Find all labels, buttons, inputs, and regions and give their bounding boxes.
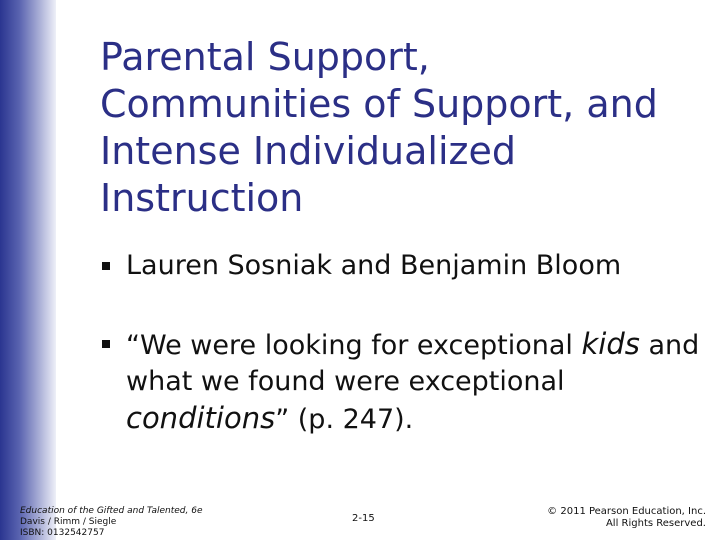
- title-line: Communities of Support, and: [100, 82, 658, 126]
- quote-citation: ” (p. 247).: [275, 404, 414, 435]
- rights-text: All Rights Reserved.: [605, 518, 706, 529]
- footer-copyright: [547, 506, 706, 530]
- quote-text: “We were looking for exceptional: [126, 330, 582, 361]
- slide-title: [100, 34, 700, 222]
- quote-emphasis-conditions: conditions: [126, 401, 276, 435]
- decorative-side-bar: [0, 0, 56, 540]
- page-number: 2-15: [352, 513, 375, 524]
- copyright-text: © 2011 Pearson Education, Inc.: [547, 506, 706, 517]
- bullet-item-quote: [100, 326, 700, 438]
- title-line: Instruction: [100, 176, 304, 220]
- bullet-text: Lauren Sosniak and Benjamin Bloom: [126, 250, 622, 281]
- bullet-list: [100, 248, 700, 438]
- book-isbn: ISBN: 0132542757: [20, 528, 105, 538]
- square-bullet-icon: [102, 340, 110, 348]
- title-line: Parental Support,: [100, 35, 430, 79]
- title-line: Intense Individualized: [100, 129, 516, 173]
- square-bullet-icon: [102, 262, 110, 270]
- bullet-item-authors: [100, 248, 700, 284]
- book-title: Education of the Gifted and Talented, 6e: [20, 506, 203, 516]
- quote-text: and what we found were exceptional: [126, 330, 700, 397]
- quote-emphasis-kids: kids: [581, 327, 640, 361]
- book-authors: Davis / Rimm / Siegle: [20, 517, 117, 527]
- footer-book-info: [20, 506, 260, 539]
